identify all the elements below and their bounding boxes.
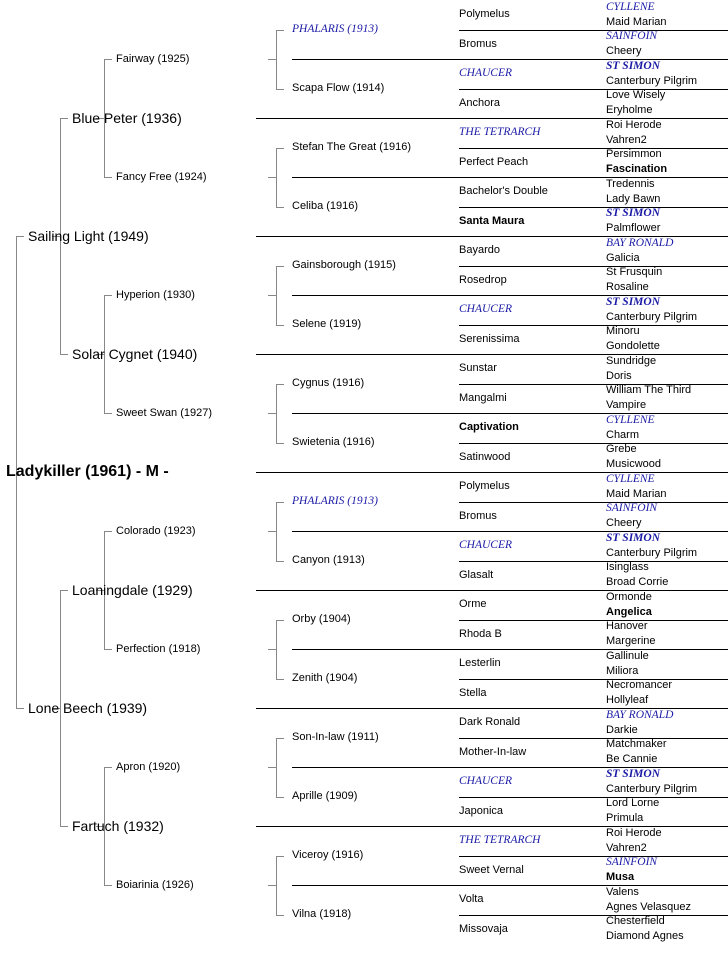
bracket-line [276, 620, 277, 679]
ancestor-gen6: Darkie [606, 723, 638, 736]
ancestor-gen6: Be Cannie [606, 753, 658, 766]
bracket-tick [104, 295, 112, 296]
bracket-tick [104, 531, 112, 532]
ancestor-gen3: Perfection (1918) [116, 642, 201, 655]
ancestor-gen6: Vampire [606, 399, 647, 412]
bracket-tick [276, 856, 284, 857]
ancestor-gen6: Chesterfield [606, 915, 665, 928]
ancestor-gen5: THE TETRARCH [459, 834, 541, 846]
pair-divider [292, 177, 728, 178]
pair-divider [292, 295, 728, 296]
bracket-tick [276, 148, 284, 149]
ancestor-gen6: Tredennis [606, 177, 655, 190]
ancestor-gen5: Orme [459, 598, 487, 611]
ancestor-gen6: Galicia [606, 251, 640, 264]
bracket-tick [60, 118, 68, 119]
ancestor-gen6: CYLLENE [606, 472, 655, 485]
ancestor-gen6: CYLLENE [606, 413, 655, 426]
ancestor-gen6: Love Wisely [606, 89, 666, 102]
bracket-stub [268, 531, 276, 532]
row-divider [459, 738, 728, 739]
row-divider [459, 89, 728, 90]
ancestor-gen4: Zenith (1904) [292, 672, 358, 684]
ancestor-gen5: Bachelor's Double [459, 185, 548, 198]
bracket-tick [104, 649, 112, 650]
row-divider [459, 30, 728, 31]
ancestor-gen6: Agnes Velasquez [606, 900, 692, 913]
ancestor-gen2: Solar Cygnet (1940) [72, 346, 198, 362]
bracket-tick [104, 413, 112, 414]
ancestor-gen6: Canterbury Pilgrim [606, 546, 698, 559]
ancestor-gen5: Santa Maura [459, 214, 525, 227]
ancestor-gen6: Gondolette [606, 340, 660, 353]
pair-divider [292, 767, 728, 768]
ancestor-gen6: ST SIMON [606, 295, 661, 308]
ancestor-gen6: Persimmon [606, 148, 662, 161]
row-divider [459, 207, 728, 208]
ancestor-gen5: Polymelus [459, 480, 510, 493]
ancestor-gen6: Roi Herode [606, 118, 662, 131]
ancestor-gen5: Dark Ronald [459, 716, 521, 729]
ancestor-gen5: CHAUCER [459, 67, 513, 79]
bracket-line [276, 738, 277, 797]
row-divider [459, 148, 728, 149]
ancestor-gen6: ST SIMON [606, 59, 661, 72]
ancestor-gen4: Cygnus (1916) [292, 377, 365, 389]
ancestor-gen5: THE TETRARCH [459, 126, 541, 138]
ancestor-gen6: Cheery [606, 517, 642, 530]
ancestor-gen6: Eryholme [606, 104, 653, 117]
ancestor-gen5: Satinwood [459, 450, 511, 463]
ancestor-gen6: BAY RONALD [606, 708, 674, 721]
row-divider [459, 797, 728, 798]
ancestor-gen2: Loaningdale (1929) [72, 582, 193, 598]
subject-name: Ladykiller (1961) - M - [6, 463, 169, 480]
group-divider [256, 354, 728, 355]
ancestor-gen6: ST SIMON [606, 531, 661, 544]
ancestor-gen6: Hollyleaf [606, 694, 649, 707]
row-divider [459, 620, 728, 621]
ancestor-gen6: Matchmaker [606, 738, 667, 751]
ancestor-gen6: Angelica [606, 605, 652, 618]
ancestor-gen6: ST SIMON [606, 207, 661, 220]
ancestor-gen1: Sailing Light (1949) [28, 228, 149, 244]
pair-divider [292, 413, 728, 414]
ancestor-gen5: Rhoda B [459, 627, 502, 640]
ancestor-gen5: Glasalt [459, 568, 494, 581]
ancestor-gen5: Sunstar [459, 362, 497, 375]
row-divider [459, 266, 728, 267]
ancestor-gen6: Vahren2 [606, 841, 647, 854]
ancestor-gen6: Fascination [606, 163, 668, 176]
row-divider [459, 856, 728, 857]
ancestor-gen5: Japonica [459, 804, 504, 817]
ancestor-gen2: Blue Peter (1936) [72, 110, 182, 126]
ancestor-gen4: Canyon (1913) [292, 554, 365, 566]
bracket-tick [16, 236, 24, 237]
ancestor-gen6: SAINFOIN [606, 502, 658, 515]
ancestor-gen6: Cheery [606, 45, 642, 58]
pair-divider [292, 531, 728, 532]
ancestor-gen3: Colorado (1923) [116, 524, 196, 537]
ancestor-gen6: Minoru [606, 325, 640, 338]
ancestor-gen6: William The Third [606, 384, 692, 397]
ancestor-gen5: Stella [459, 686, 487, 699]
ancestor-gen6: Ormonde [606, 590, 652, 603]
pair-divider [292, 649, 728, 650]
group-divider [256, 472, 728, 473]
ancestor-gen6: Sundridge [606, 354, 657, 367]
ancestor-gen3: Fancy Free (1924) [116, 170, 207, 183]
ancestor-gen4: Scapa Flow (1914) [292, 82, 385, 94]
ancestor-gen6: Gallinule [606, 649, 649, 662]
bracket-line [276, 856, 277, 915]
bracket-tick [276, 915, 284, 916]
ancestor-gen4: Selene (1919) [292, 318, 362, 330]
ancestor-gen4: PHALARIS (1913) [292, 22, 378, 35]
ancestor-gen4: Gainsborough (1915) [292, 259, 396, 271]
ancestor-gen4: Swietenia (1916) [292, 436, 375, 448]
ancestor-gen6: Isinglass [606, 561, 649, 574]
ancestor-gen5: Sweet Vernal [459, 863, 524, 876]
ancestor-gen6: Lady Bawn [606, 192, 661, 205]
ancestor-gen6: Miliora [606, 664, 639, 677]
row-divider [459, 325, 728, 326]
ancestor-gen6: Primula [606, 812, 644, 825]
bracket-stub [268, 885, 276, 886]
bracket-line [276, 384, 277, 443]
ancestor-gen5: Lesterlin [459, 657, 501, 670]
ancestor-gen6: SAINFOIN [606, 856, 658, 869]
row-divider [459, 502, 728, 503]
bracket-tick [276, 443, 284, 444]
ancestor-gen6: Palmflower [606, 222, 661, 235]
ancestor-gen3: Fairway (1925) [116, 52, 190, 65]
bracket-tick [16, 708, 24, 709]
ancestor-gen5: Bromus [459, 37, 497, 50]
bracket-tick [276, 502, 284, 503]
ancestor-gen6: Charm [606, 428, 640, 441]
ancestor-gen3: Boiarinia (1926) [116, 878, 194, 891]
ancestor-gen6: Doris [606, 369, 632, 382]
row-divider [459, 443, 728, 444]
ancestor-gen6: Canterbury Pilgrim [606, 74, 698, 87]
ancestor-gen6: Grebe [606, 443, 637, 456]
bracket-tick [104, 177, 112, 178]
bracket-tick [276, 797, 284, 798]
ancestor-gen6: Necromancer [606, 679, 673, 692]
bracket-tick [276, 325, 284, 326]
ancestor-gen4: Viceroy (1916) [292, 849, 364, 861]
group-divider [256, 590, 728, 591]
bracket-tick [104, 59, 112, 60]
ancestor-gen2: Fartuch (1932) [72, 818, 164, 834]
ancestor-gen5: CHAUCER [459, 775, 513, 787]
ancestor-gen6: Canterbury Pilgrim [606, 782, 698, 795]
pair-divider [292, 885, 728, 886]
ancestor-gen5: Serenissima [459, 332, 520, 345]
ancestor-gen3: Apron (1920) [116, 760, 181, 773]
bracket-stub [268, 767, 276, 768]
bracket-tick [276, 207, 284, 208]
ancestor-gen4: Vilna (1918) [292, 908, 352, 920]
ancestor-gen5: Mother-In-law [459, 745, 527, 758]
bracket-tick [276, 738, 284, 739]
ancestor-gen6: Rosaline [606, 281, 649, 294]
bracket-tick [104, 885, 112, 886]
ancestor-gen6: Musa [606, 871, 635, 884]
ancestor-gen5: Polymelus [459, 8, 510, 21]
bracket-line [276, 502, 277, 561]
bracket-tick [276, 620, 284, 621]
bracket-line [276, 30, 277, 89]
row-divider [459, 915, 728, 916]
ancestor-gen4: Stefan The Great (1916) [292, 141, 412, 153]
ancestor-gen5: Volta [459, 893, 484, 906]
bracket-stub [268, 177, 276, 178]
bracket-tick [60, 354, 68, 355]
bracket-tick [104, 767, 112, 768]
bracket-tick [276, 30, 284, 31]
bracket-line [276, 148, 277, 207]
bracket-tick [60, 826, 68, 827]
ancestor-gen6: Maid Marian [606, 15, 667, 28]
bracket-tick [276, 266, 284, 267]
ancestor-gen6: Canterbury Pilgrim [606, 310, 698, 323]
bracket-tick [60, 590, 68, 591]
ancestor-gen5: CHAUCER [459, 303, 513, 315]
bracket-stub [268, 295, 276, 296]
ancestor-gen4: Orby (1904) [292, 613, 351, 625]
ancestor-gen5: Rosedrop [459, 273, 507, 286]
row-divider [459, 561, 728, 562]
bracket-tick [276, 384, 284, 385]
ancestor-gen3: Hyperion (1930) [116, 288, 195, 301]
bracket-line [276, 266, 277, 325]
ancestor-gen5: Mangalmi [459, 391, 507, 404]
bracket-stub [268, 59, 276, 60]
pair-divider [292, 59, 728, 60]
ancestor-gen5: Bayardo [459, 244, 500, 257]
ancestor-gen6: ST SIMON [606, 767, 661, 780]
ancestor-gen4: Celiba (1916) [292, 200, 359, 212]
ancestor-gen5: Captivation [459, 421, 519, 434]
bracket-stub [268, 413, 276, 414]
ancestor-gen6: St Frusquin [606, 266, 663, 279]
ancestor-gen6: BAY RONALD [606, 236, 674, 249]
bracket-tick [276, 561, 284, 562]
ancestor-gen6: Valens [606, 885, 639, 898]
ancestor-gen6: Lord Lorne [606, 797, 660, 810]
ancestor-gen6: Musicwood [606, 458, 662, 471]
ancestor-gen6: Broad Corrie [606, 576, 669, 589]
ancestor-gen6: Diamond Agnes [606, 930, 684, 943]
ancestor-gen4: Aprille (1909) [292, 790, 358, 802]
ancestor-gen6: Vahren2 [606, 133, 647, 146]
ancestor-gen5: Perfect Peach [459, 155, 529, 168]
ancestor-gen5: CHAUCER [459, 539, 513, 551]
bracket-tick [276, 679, 284, 680]
ancestor-gen5: Anchora [459, 96, 500, 109]
ancestor-gen4: Son-In-law (1911) [292, 731, 379, 743]
ancestor-gen6: Roi Herode [606, 826, 662, 839]
ancestor-gen4: PHALARIS (1913) [292, 494, 378, 507]
ancestor-gen6: SAINFOIN [606, 30, 658, 43]
bracket-tick [276, 89, 284, 90]
ancestor-gen6: Margerine [606, 635, 656, 648]
bracket-stub [268, 649, 276, 650]
ancestor-gen5: Missovaja [459, 922, 508, 935]
ancestor-gen6: CYLLENE [606, 0, 655, 13]
ancestor-gen3: Sweet Swan (1927) [116, 406, 212, 419]
ancestor-gen5: Bromus [459, 509, 497, 522]
ancestor-gen6: Maid Marian [606, 487, 667, 500]
ancestor-gen6: Hanover [606, 620, 648, 633]
ancestor-gen1: Lone Beech (1939) [28, 700, 148, 716]
row-divider [459, 679, 728, 680]
